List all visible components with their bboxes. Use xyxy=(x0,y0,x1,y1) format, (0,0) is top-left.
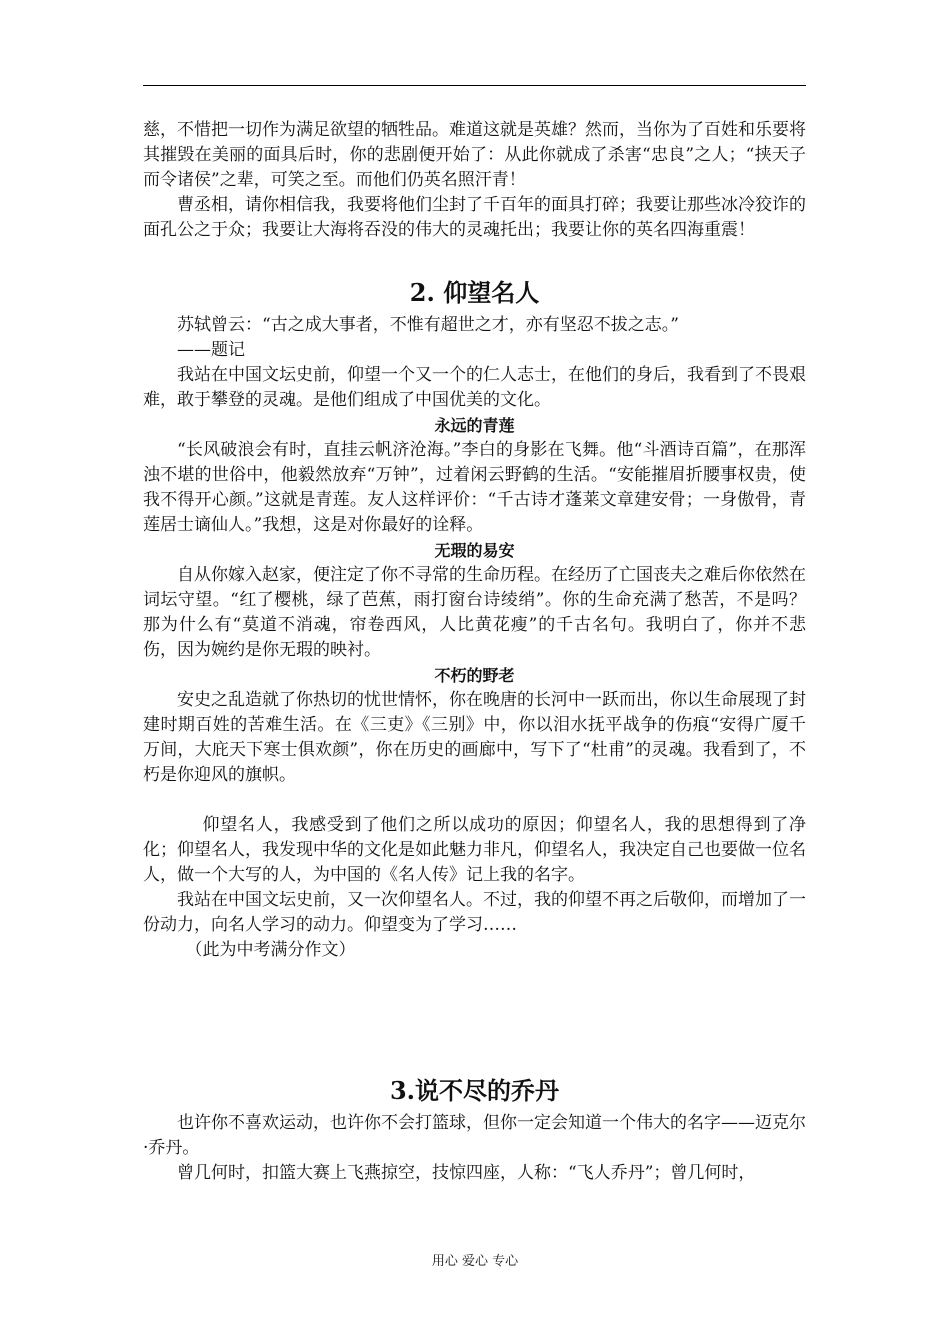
paragraph: 慈，不惜把一切作为满足欲望的牺牲品。难道这就是英雄？然而，当你为了百姓和乐要将其摧毁在美丽的面具后时，你的悲剧便开始了：从此你就成了杀害“忠良”之人；“挟天子而令诸侯”之辈，可笑之至。而他们仍英名照汗青！ xyxy=(143,120,806,190)
paragraph: “长风破浪会有时，直挂云帆济沧海。”李白的身影在飞舞。他“斗酒诗百篇”，在那浑浊不堪的世俗中，他毅然放弃“万钟”，过着闲云野鹤的生活。“安能摧眉折腰事权贵，使我不得开心颜。”这就是青莲。友人这样评价：“千古诗才蓬莱文章建安骨；一身傲骨，青莲居士谪仙人。”我想，这是对你最好的诠释。 xyxy=(143,440,806,535)
subsection-title: 无瑕的易安 xyxy=(434,541,515,560)
paragraph: 曹丞相，请你相信我，我要将他们尘封了千百年的面具打碎；我要让那些冰冷狡诈的面孔公之于众；我要让大海将吞没的伟大的灵魂托出；我要让你的英名四海重震！ xyxy=(143,195,806,240)
epigraph-note: ——题记 xyxy=(177,340,245,360)
section-title: 2. 仰望名人 xyxy=(409,278,540,307)
section-title: 3.说不尽的乔丹 xyxy=(389,1076,560,1105)
document-body xyxy=(143,118,806,1186)
epigraph: 苏轼曾云：“古之成大事者，不惟有超世之才，亦有坚忍不拔之志。” xyxy=(177,315,679,335)
paragraph: 自从你嫁入赵家，便注定了你不寻常的生命历程。在经历了亡国丧夫之难后你依然在词坛守望。“红了樱桃，绿了芭蕉，雨打窗台诗绫绡”。你的生命充满了愁苦，不是吗？那为什么有“莫道不消魂，帘卷西风，人比黄花瘦”的千古名句。我明白了，你并不悲伤，因为婉约是你无瑕的映衬。 xyxy=(143,565,806,660)
paragraph: 我站在中国文坛史前，仰望一个又一个的仁人志士，在他们的身后，我看到了不畏艰难，敢于攀登的灵魂。是他们组成了中国优美的文化。 xyxy=(143,365,806,410)
note: （此为中考满分作文） xyxy=(185,940,356,960)
paragraph: 安史之乱造就了你热切的忧世情怀，你在晚唐的长河中一跃而出，你以生命展现了封建时期百姓的苦难生活。在《三吏》《三别》中，你以泪水抚平战争的伤痕“安得广厦千万间，大庇天下寒士俱欢颜”，你在历史的画廊中，写下了“杜甫”的灵魂。我看到了，不朽是你迎风的旗帜。 xyxy=(143,690,806,785)
paragraph: 我站在中国文坛史前，又一次仰望名人。不过，我的仰望不再之后敬仰，而增加了一份动力，向名人学习的动力。仰望变为了学习…… xyxy=(143,890,806,935)
paragraph: 曾几何时，扣篮大赛上飞燕掠空，技惊四座，人称：“飞人乔丹”；曾几何时， xyxy=(177,1163,756,1183)
paragraph: 也许你不喜欢运动，也许你不会打篮球，但你一定会知道一个伟大的名字——迈克尔·乔丹。 xyxy=(143,1113,806,1158)
header-rule xyxy=(143,85,806,86)
subsection-title: 永远的青莲 xyxy=(434,416,515,435)
subsection-title: 不朽的野老 xyxy=(434,666,515,685)
page-footer: 用心 爱心 专心 xyxy=(431,1254,519,1269)
paragraph: 仰望名人，我感受到了他们之所以成功的原因；仰望名人，我的思想得到了净化；仰望名人，我发现中华的文化是如此魅力非凡，仰望名人，我决定自己也要做一位名人，做一个大写的人，为中国的《名人传》记上我的名字。 xyxy=(143,815,806,885)
